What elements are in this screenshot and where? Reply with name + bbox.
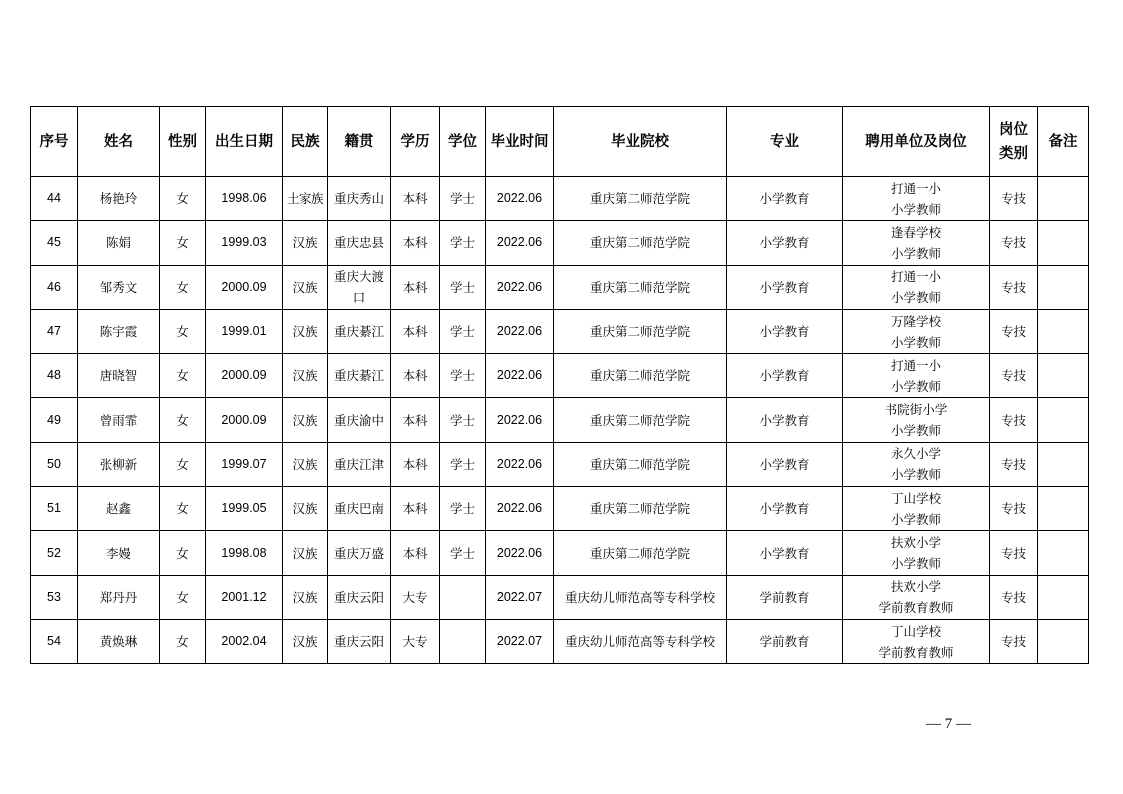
cell-name: 赵鑫 [78,487,160,531]
cell-graduation-date: 2022.06 [486,398,554,442]
cell-native-place: 重庆渝中 [328,398,391,442]
table-body [31,177,1089,664]
cell-native-place: 重庆万盛 [328,531,391,575]
column-header: 专业 [727,107,843,177]
cell-graduation-date: 2022.06 [486,354,554,398]
cell-birth-date: 1999.01 [206,309,283,353]
cell-native-place: 重庆忠县 [328,221,391,265]
column-header: 学历 [391,107,440,177]
cell-post-category: 专技 [990,398,1038,442]
cell-graduation-date: 2022.07 [486,619,554,663]
cell-major: 学前教育 [727,575,843,619]
cell-gender: 女 [160,221,206,265]
cell-ethnicity: 汉族 [283,531,328,575]
column-header: 备注 [1038,107,1089,177]
cell-native-place: 重庆綦江 [328,309,391,353]
cell-name: 唐晓智 [78,354,160,398]
cell-name: 张柳新 [78,442,160,486]
cell-name: 李嫚 [78,531,160,575]
cell-degree [440,619,486,663]
cell-education: 本科 [391,265,440,309]
cell-school: 重庆第二师范学院 [554,265,727,309]
cell-unit-position [843,531,990,575]
cell-graduation-date: 2022.06 [486,531,554,575]
cell-gender: 女 [160,309,206,353]
table-row [31,575,1089,619]
cell-education: 本科 [391,442,440,486]
cell-education: 大专 [391,575,440,619]
cell-birth-date: 2000.09 [206,265,283,309]
column-header: 民族 [283,107,328,177]
cell-major: 小学教育 [727,354,843,398]
position-name: 小学教师 [890,201,941,217]
unit-name: 丁山学校 [890,490,941,506]
cell-ethnicity: 汉族 [283,221,328,265]
cell-gender: 女 [160,619,206,663]
cell-serial: 48 [31,354,78,398]
cell-post-category: 专技 [990,575,1038,619]
cell-unit-position [843,265,990,309]
table-row [31,531,1089,575]
cell-post-category: 专技 [990,354,1038,398]
column-header: 岗位 类别 [990,107,1038,177]
cell-school: 重庆幼儿师范高等专科学校 [554,619,727,663]
cell-graduation-date: 2022.06 [486,442,554,486]
cell-degree: 学士 [440,398,486,442]
cell-gender: 女 [160,575,206,619]
position-name: 小学教师 [890,290,941,306]
cell-education: 本科 [391,531,440,575]
cell-major: 小学教育 [727,487,843,531]
cell-unit-position [843,619,990,663]
cell-major: 小学教育 [727,265,843,309]
cell-unit-position [843,309,990,353]
cell-degree: 学士 [440,265,486,309]
cell-graduation-date: 2022.06 [486,487,554,531]
cell-gender: 女 [160,398,206,442]
cell-unit-position [843,487,990,531]
cell-degree: 学士 [440,487,486,531]
cell-major: 学前教育 [727,619,843,663]
cell-serial: 50 [31,442,78,486]
cell-degree: 学士 [440,354,486,398]
cell-education: 本科 [391,309,440,353]
unit-name: 打通一小 [890,357,941,373]
cell-degree [440,575,486,619]
cell-post-category: 专技 [990,177,1038,221]
cell-serial: 51 [31,487,78,531]
cell-native-place: 重庆云阳 [328,619,391,663]
cell-remark [1038,487,1089,531]
cell-degree: 学士 [440,221,486,265]
cell-birth-date: 1999.07 [206,442,283,486]
cell-major: 小学教育 [727,398,843,442]
cell-serial: 45 [31,221,78,265]
column-header: 毕业时间 [486,107,554,177]
cell-serial: 44 [31,177,78,221]
column-header: 出生日期 [206,107,283,177]
cell-graduation-date: 2022.06 [486,177,554,221]
table-row [31,442,1089,486]
cell-unit-position [843,442,990,486]
cell-birth-date: 2001.12 [206,575,283,619]
cell-native-place: 重庆綦江 [328,354,391,398]
unit-name: 丁山学校 [890,623,941,639]
unit-name: 打通一小 [890,269,941,285]
cell-graduation-date: 2022.06 [486,309,554,353]
cell-birth-date: 2000.09 [206,354,283,398]
column-header: 姓名 [78,107,160,177]
cell-gender: 女 [160,442,206,486]
cell-degree: 学士 [440,531,486,575]
position-name: 学前教育教师 [878,600,954,616]
cell-school: 重庆第二师范学院 [554,398,727,442]
cell-degree: 学士 [440,177,486,221]
cell-remark [1038,354,1089,398]
cell-ethnicity: 土家族 [283,177,328,221]
cell-ethnicity: 汉族 [283,265,328,309]
cell-education: 本科 [391,487,440,531]
unit-name: 打通一小 [890,180,941,196]
cell-native-place: 重庆云阳 [328,575,391,619]
cell-ethnicity: 汉族 [283,575,328,619]
cell-school: 重庆第二师范学院 [554,487,727,531]
cell-degree: 学士 [440,309,486,353]
column-header: 学位 [440,107,486,177]
cell-birth-date: 2000.09 [206,398,283,442]
cell-school: 重庆第二师范学院 [554,531,727,575]
cell-serial: 52 [31,531,78,575]
cell-school: 重庆第二师范学院 [554,442,727,486]
cell-post-category: 专技 [990,531,1038,575]
cell-remark [1038,619,1089,663]
cell-ethnicity: 汉族 [283,398,328,442]
position-name: 小学教师 [890,245,941,261]
cell-birth-date: 1999.05 [206,487,283,531]
cell-gender: 女 [160,354,206,398]
cell-school: 重庆第二师范学院 [554,309,727,353]
cell-unit-position [843,177,990,221]
cell-education: 大专 [391,619,440,663]
cell-remark [1038,221,1089,265]
cell-unit-position [843,575,990,619]
cell-post-category: 专技 [990,442,1038,486]
cell-gender: 女 [160,177,206,221]
cell-serial: 54 [31,619,78,663]
table-row [31,487,1089,531]
cell-school: 重庆第二师范学院 [554,177,727,221]
cell-name: 陈宇霞 [78,309,160,353]
cell-education: 本科 [391,398,440,442]
column-header: 序号 [31,107,78,177]
table-row [31,354,1089,398]
cell-ethnicity: 汉族 [283,487,328,531]
cell-serial: 53 [31,575,78,619]
table-row [31,265,1089,309]
cell-major: 小学教育 [727,177,843,221]
cell-post-category: 专技 [990,619,1038,663]
cell-major: 小学教育 [727,442,843,486]
table-row [31,398,1089,442]
cell-gender: 女 [160,531,206,575]
table-row [31,619,1089,663]
cell-post-category: 专技 [990,309,1038,353]
unit-name: 逢春学校 [890,224,941,240]
cell-remark [1038,531,1089,575]
staff-table [30,106,1089,664]
cell-major: 小学教育 [727,221,843,265]
table-row [31,221,1089,265]
cell-education: 本科 [391,221,440,265]
cell-gender: 女 [160,487,206,531]
position-name: 小学教师 [890,423,941,439]
position-name: 小学教师 [890,378,941,394]
header-row [31,107,1089,177]
unit-name: 万隆学校 [890,313,941,329]
cell-serial: 46 [31,265,78,309]
cell-name: 郑丹丹 [78,575,160,619]
cell-ethnicity: 汉族 [283,442,328,486]
cell-major: 小学教育 [727,309,843,353]
column-header: 籍贯 [328,107,391,177]
column-header: 聘用单位及岗位 [843,107,990,177]
cell-graduation-date: 2022.07 [486,575,554,619]
unit-name: 永久小学 [890,446,941,462]
cell-major: 小学教育 [727,531,843,575]
cell-unit-position [843,221,990,265]
cell-remark [1038,442,1089,486]
cell-gender: 女 [160,265,206,309]
cell-native-place: 重庆大渡 口 [328,265,391,309]
cell-name: 陈娟 [78,221,160,265]
cell-graduation-date: 2022.06 [486,221,554,265]
cell-serial: 47 [31,309,78,353]
cell-graduation-date: 2022.06 [486,265,554,309]
cell-ethnicity: 汉族 [283,619,328,663]
cell-unit-position [843,398,990,442]
cell-native-place: 重庆秀山 [328,177,391,221]
cell-unit-position [843,354,990,398]
cell-birth-date: 1999.03 [206,221,283,265]
cell-name: 邹秀文 [78,265,160,309]
cell-school: 重庆幼儿师范高等专科学校 [554,575,727,619]
cell-name: 黄焕琳 [78,619,160,663]
cell-serial: 49 [31,398,78,442]
position-name: 小学教师 [890,556,941,572]
cell-ethnicity: 汉族 [283,354,328,398]
cell-post-category: 专技 [990,265,1038,309]
cell-native-place: 重庆巴南 [328,487,391,531]
cell-remark [1038,398,1089,442]
position-name: 小学教师 [890,467,941,483]
unit-name: 扶欢小学 [890,535,941,551]
cell-native-place: 重庆江津 [328,442,391,486]
cell-remark [1038,575,1089,619]
cell-education: 本科 [391,177,440,221]
cell-remark [1038,309,1089,353]
cell-birth-date: 1998.06 [206,177,283,221]
position-name: 小学教师 [890,334,941,350]
cell-remark [1038,265,1089,309]
table-row [31,309,1089,353]
cell-education: 本科 [391,354,440,398]
cell-post-category: 专技 [990,487,1038,531]
position-name: 小学教师 [890,511,941,527]
position-name: 学前教育教师 [878,644,954,660]
cell-birth-date: 2002.04 [206,619,283,663]
cell-remark [1038,177,1089,221]
unit-name: 扶欢小学 [890,579,941,595]
cell-school: 重庆第二师范学院 [554,354,727,398]
cell-school: 重庆第二师范学院 [554,221,727,265]
cell-post-category: 专技 [990,221,1038,265]
cell-name: 杨艳玲 [78,177,160,221]
table-row [31,177,1089,221]
cell-ethnicity: 汉族 [283,309,328,353]
column-header: 性别 [160,107,206,177]
page-number: — 7 — [926,716,971,732]
cell-degree: 学士 [440,442,486,486]
unit-name: 书院街小学 [884,402,948,418]
cell-birth-date: 1998.08 [206,531,283,575]
column-header: 毕业院校 [554,107,727,177]
cell-name: 曾雨霏 [78,398,160,442]
